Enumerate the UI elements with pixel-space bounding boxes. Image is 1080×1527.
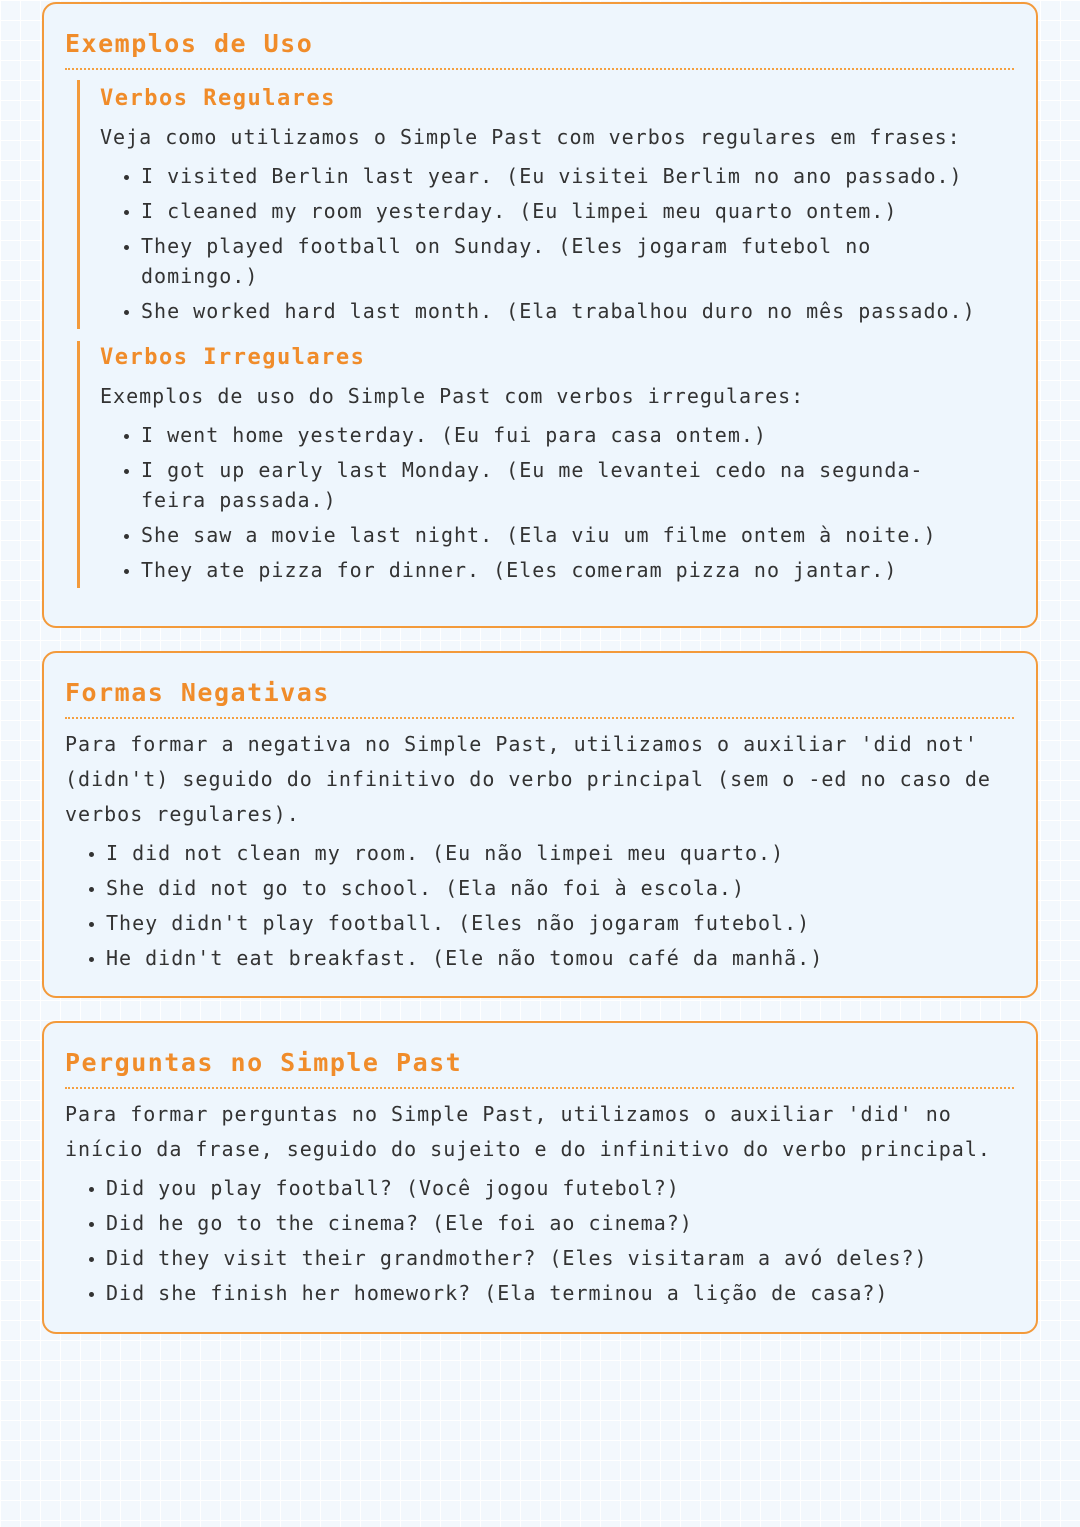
list-item: • I got up early last Monday. (Eu me levantei cedo na segunda-feira passada.) [141, 453, 980, 518]
list-item: • They played football on Sunday. (Eles jogaram futebol no domingo.) [141, 229, 980, 294]
example-list [100, 159, 980, 329]
negative-forms-section [42, 651, 1038, 998]
example-list [65, 1171, 1014, 1311]
example-list [65, 836, 1014, 976]
irregular-verbs-subsection [77, 341, 980, 588]
section-title: Perguntas no Simple Past [65, 1047, 1014, 1089]
subsection-title: Verbos Irregulares [100, 345, 366, 370]
list-item: • She saw a movie last night. (Ela viu um filme ontem à noite.) [141, 518, 980, 553]
list-item: • Did she finish her homework? (Ela terminou a lição de casa?) [106, 1276, 1014, 1311]
intro-text: Veja como utilizamos o Simple Past com verbos regulares em frases: [100, 125, 961, 149]
intro-text: Para formar a negativa no Simple Past, utilizamos o auxiliar 'did not' (didn't) seguido do infinitivo do verbo principal (sem o -ed no caso de verbos regulares). [65, 732, 991, 826]
list-item: • I did not clean my room. (Eu não limpei meu quarto.) [106, 836, 1014, 871]
list-item: • Did they visit their grandmother? (Eles visitaram a avó deles?) [106, 1241, 1014, 1276]
list-item: • They didn't play football. (Eles não jogaram futebol.) [106, 906, 1014, 941]
section-title: Formas Negativas [65, 677, 1014, 719]
section-title: Exemplos de Uso [65, 28, 1014, 70]
usage-examples-section [42, 2, 1038, 628]
list-item: • Did you play football? (Você jogou futebol?) [106, 1171, 1014, 1206]
regular-verbs-subsection [77, 80, 980, 329]
list-item: • Did he go to the cinema? (Ele foi ao cinema?) [106, 1206, 1014, 1241]
list-item: • He didn't eat breakfast. (Ele não tomou café da manhã.) [106, 941, 1014, 976]
example-list [100, 418, 980, 588]
list-item: • I cleaned my room yesterday. (Eu limpei meu quarto ontem.) [141, 194, 980, 229]
list-item: • I went home yesterday. (Eu fui para casa ontem.) [141, 418, 980, 453]
subsection-title: Verbos Regulares [100, 86, 336, 111]
list-item: • They ate pizza for dinner. (Eles comeram pizza no jantar.) [141, 553, 980, 588]
list-item: • She did not go to school. (Ela não foi à escola.) [106, 871, 1014, 906]
questions-section [42, 1021, 1038, 1334]
intro-text: Para formar perguntas no Simple Past, utilizamos o auxiliar 'did' no início da frase, seguido do sujeito e do infinitivo do verbo principal. [65, 1102, 991, 1161]
list-item: • I visited Berlin last year. (Eu visitei Berlim no ano passado.) [141, 159, 980, 194]
list-item: • She worked hard last month. (Ela trabalhou duro no mês passado.) [141, 294, 980, 329]
intro-text: Exemplos de uso do Simple Past com verbos irregulares: [100, 384, 805, 408]
